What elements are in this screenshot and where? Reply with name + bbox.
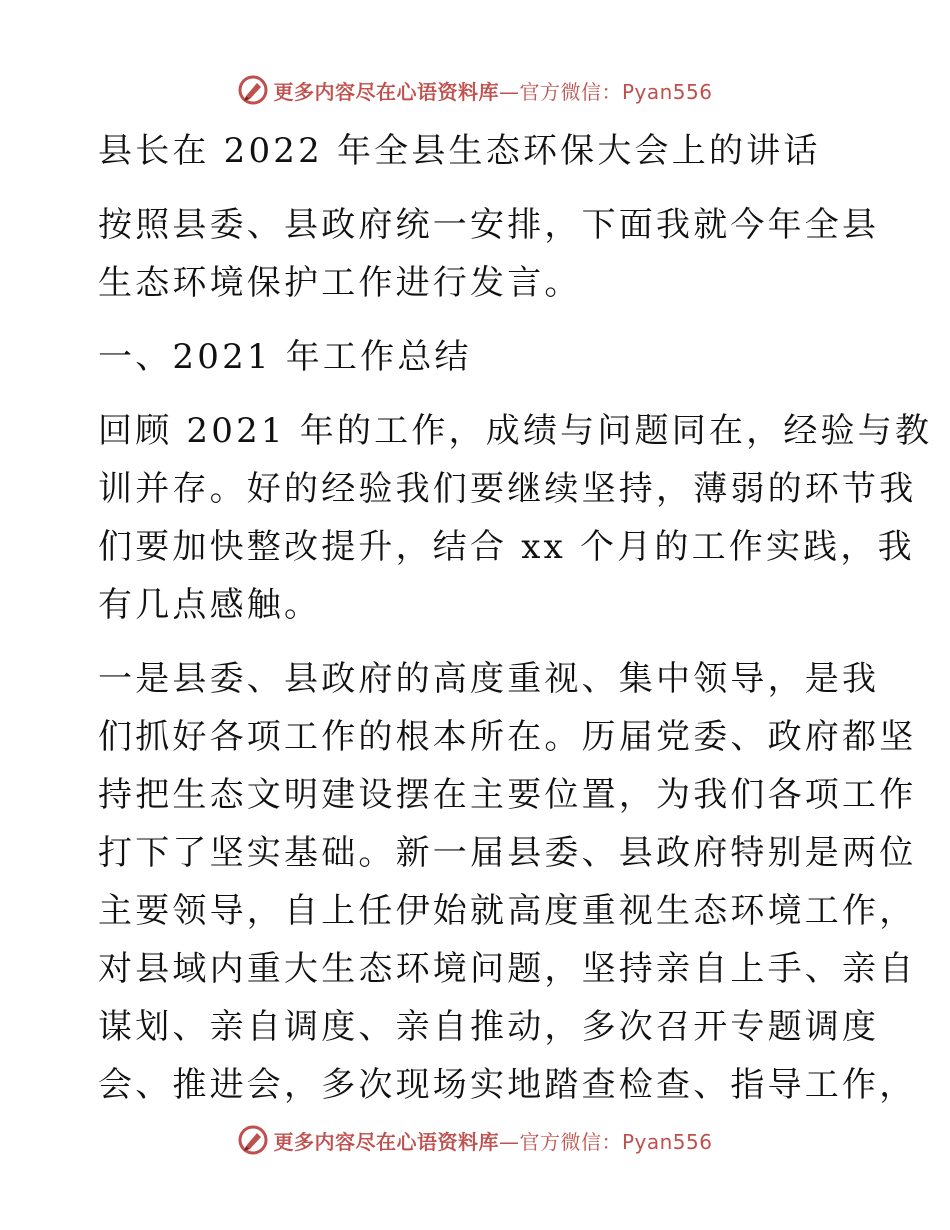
heading-line: 一、2021 年工作总结 — [98, 337, 472, 377]
watermark-text: 更多内容尽在心语资料库 — [273, 79, 499, 104]
text-line: 们要加快整改提升，结合 xx 个月的工作实践，我 — [98, 527, 915, 567]
header-watermark — [0, 70, 950, 110]
text-line: 训并存。好的经验我们要继续坚持，薄弱的环节我 — [98, 469, 917, 509]
text-line: 持把生态文明建设摆在主要位置，为我们各项工作 — [98, 775, 917, 815]
paragraph-review — [98, 402, 933, 634]
text-line: 按照县委、县政府统一安排，下面我就今年全县 — [98, 205, 880, 245]
footer-watermark — [0, 1120, 950, 1160]
text-line: 主要领导，自上任伊始就高度重视生态环境工作， — [98, 891, 917, 931]
text-line: 谋划、亲自调度、亲自推动，多次召开专题调度 — [98, 1007, 880, 1047]
text-line: 回顾 2021 年的工作，成绩与问题同在，经验与教 — [98, 411, 933, 451]
document-body — [98, 122, 933, 1114]
document-title: 县长在 2022 年全县生态环保大会上的讲话 — [98, 131, 821, 171]
paragraph-point-one — [98, 650, 917, 1114]
paragraph-intro — [98, 196, 880, 312]
pen-logo-icon — [237, 1124, 269, 1156]
watermark-contact: —官方微信：Pyan556 — [498, 1129, 713, 1154]
text-line: 们抓好各项工作的根本所在。历届党委、政府都坚 — [98, 717, 917, 757]
text-line: 会、推进会，多次现场实地踏查检查、指导工作， — [98, 1065, 917, 1105]
watermark-contact: —官方微信：Pyan556 — [498, 79, 713, 104]
watermark-text: 更多内容尽在心语资料库 — [273, 1129, 499, 1154]
text-line: 一是县委、县政府的高度重视、集中领导，是我 — [98, 659, 880, 699]
text-line: 生态环境保护工作进行发言。 — [98, 263, 582, 303]
text-line: 打下了坚实基础。新一届县委、县政府特别是两位 — [98, 833, 917, 873]
text-line: 对县域内重大生态环境问题，坚持亲自上手、亲自 — [98, 949, 917, 989]
text-line: 有几点感触。 — [98, 585, 322, 625]
section-heading — [98, 328, 858, 386]
pen-logo-icon — [237, 74, 269, 106]
